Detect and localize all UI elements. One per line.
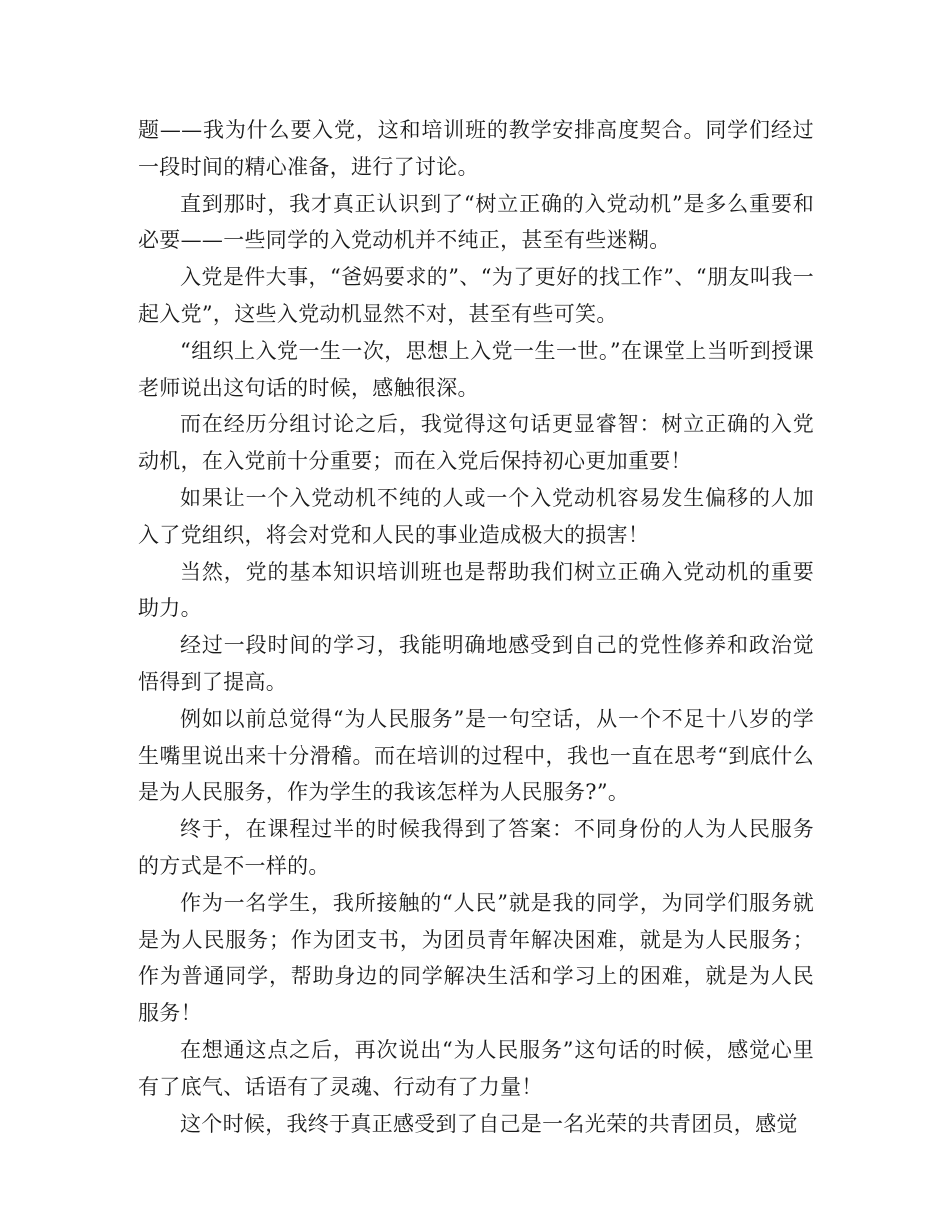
paragraph: “组织上入党一生一次，思想上入党一生一世。”在课堂上当听到授课老师说出这句话的时候，感触很深。 (138, 338, 814, 400)
paragraph: 终于，在课程过半的时候我得到了答案：不同身份的人为人民服务的方式是不一样的。 (138, 817, 814, 878)
paragraph: 例如以前总觉得“为人民服务”是一句空话，从一个不足十八岁的学生嘴里说出来十分滑稽。而在培训的过程中，我也一直在思考“到底什么是为人民服务，作为学生的我该怎样为人民服务?”。 (138, 706, 814, 805)
paragraph: 入党是件大事，“爸妈要求的”、“为了更好的找工作”、“朋友叫我一起入党”，这些入党动机显然不对，甚至有些可笑。 (138, 265, 814, 326)
paragraph-continued: 题——我为什么要入党，这和培训班的教学安排高度契合。同学们经过一段时间的精心准备，进行了讨论。 (138, 118, 814, 179)
paragraph: 当然，党的基本知识培训班也是帮助我们树立正确入党动机的重要助力。 (138, 559, 814, 621)
paragraph: 这个时候，我终于真正感受到了自己是一名光荣的共青团员，感觉 (180, 1111, 798, 1136)
document-page (138, 112, 814, 1142)
paragraph: 经过一段时间的学习，我能明确地感受到自己的党性修养和政治觉悟得到了提高。 (138, 633, 814, 694)
paragraph: 而在经历分组讨论之后，我觉得这句话更显睿智：树立正确的入党动机，在入党前十分重要；而在入党后保持初心更加重要！ (138, 412, 814, 474)
paragraph: 如果让一个入党动机不纯的人或一个入党动机容易发生偏移的人加入了党组织，将会对党和人民的事业造成极大的损害！ (138, 485, 814, 547)
paragraph: 直到那时，我才真正认识到了“树立正确的入党动机”是多么重要和必要——一些同学的入党动机并不纯正，甚至有些迷糊。 (138, 191, 814, 253)
paragraph: 作为一名学生，我所接触的“人民”就是我的同学，为同学们服务就是为人民服务；作为团支书，为团员青年解决困难，就是为人民服务；作为普通同学，帮助身边的同学解决生活和学习上的困难，就是为人民服务！ (138, 890, 814, 1026)
paragraph: 在想通这点之后，再次说出“为人民服务”这句话的时候，感觉心里有了底气、话语有了灵魂、行动有了力量！ (138, 1037, 814, 1099)
